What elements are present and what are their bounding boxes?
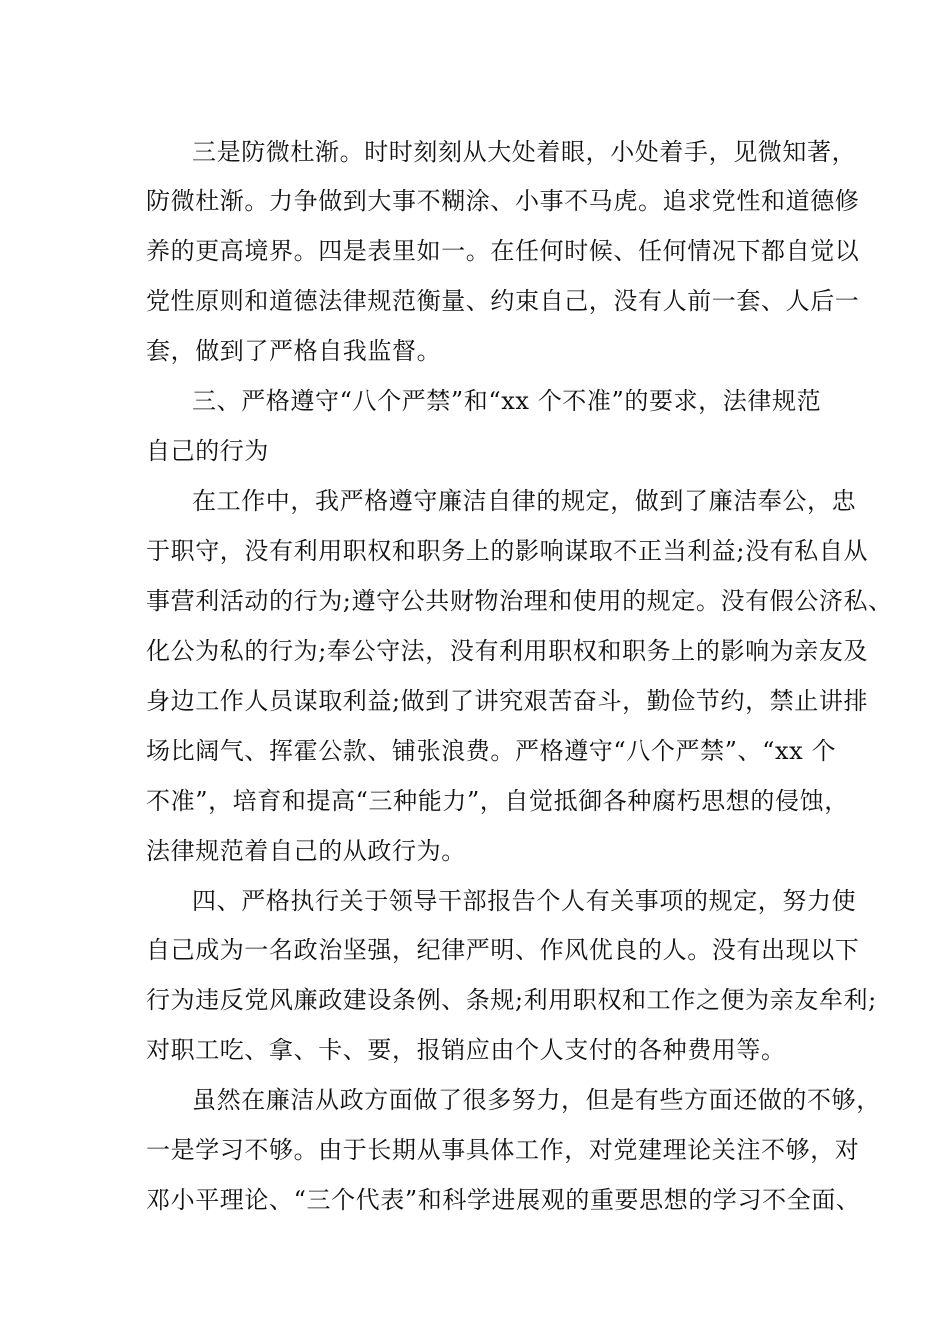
text-line: 对职工吃、拿、卡、要，报销应由个人支付的各种费用等。 xyxy=(146,1036,786,1064)
text-line: 化公为私的行为;奉公守法，没有利用职权和职务上的影响为亲友及 xyxy=(146,637,869,665)
text-line: 四、严格执行关于领导干部报告个人有关事项的规定，努力使 xyxy=(192,887,857,915)
text-line: 一是学习不够。由于长期从事具体工作，对党建理论关注不够，对 xyxy=(146,1136,860,1164)
text-line: 法律规范着自己的从政行为。 xyxy=(146,837,466,865)
text-line: 党性原则和道德法律规范衡量、约束自己，没有人前一套、人后一 xyxy=(146,287,860,315)
text-line: 场比阔气、挥霍公款、铺张浪费。严格遵守“八个严禁”、“xx 个 xyxy=(146,737,837,765)
section-heading-line: 自己的行为 xyxy=(146,437,269,465)
text-line: 事营利活动的行为;遵守公共财物治理和使用的规定。没有假公济私、 xyxy=(146,587,893,615)
text-line: 虽然在廉洁从政方面做了很多努力，但是有些方面还做的不够， xyxy=(192,1086,881,1114)
text-line: 养的更高境界。四是表里如一。在任何时候、任何情况下都自觉以 xyxy=(146,237,860,265)
text-line: 三是防微杜渐。时时刻刻从大处着眼，小处着手，见微知著， xyxy=(192,138,857,166)
text-line: 行为违反党风廉政建设条例、条规;利用职权和工作之便为亲友牟利; xyxy=(146,986,877,1014)
text-line: 不准”，培育和提高“三种能力”，自觉抵御各种腐朽思想的侵蚀， xyxy=(146,787,849,815)
text-line: 于职守，没有利用职权和职务上的影响谋取不正当利益;没有私自从 xyxy=(146,537,869,565)
text-line: 防微杜渐。力争做到大事不糊涂、小事不马虎。追求党性和道德修 xyxy=(146,187,860,215)
text-line: 身边工作人员谋取利益;做到了讲究艰苦奋斗，勤俭节约，禁止讲排 xyxy=(146,687,869,715)
text-line: 套，做到了严格自我监督。 xyxy=(146,337,442,365)
text-line: 自己成为一名政治坚强，纪律严明、作风优良的人。没有出现以下 xyxy=(146,936,860,964)
text-line: 邓小平理论、“三个代表”和科学进展观的重要思想的学习不全面、 xyxy=(146,1186,861,1214)
section-heading-line: 三、严格遵守“八个严禁”和“xx 个不准”的要求，法律规范 xyxy=(192,387,822,415)
text-line: 在工作中，我严格遵守廉洁自律的规定，做到了廉洁奉公，忠 xyxy=(192,487,857,515)
